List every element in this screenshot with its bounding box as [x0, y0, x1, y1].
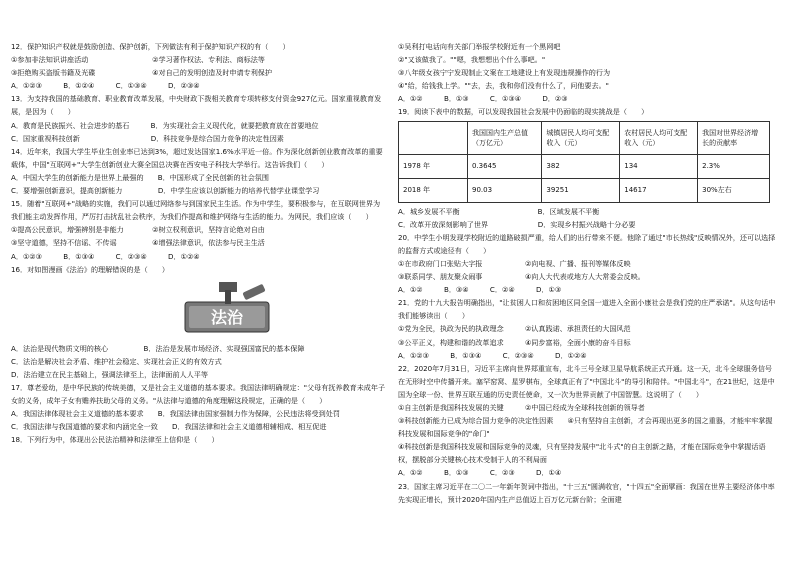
table-row: [399, 154, 770, 178]
text-line: D．法治建立在民主基础上，强调法律至上，法律面前人人平等: [11, 369, 208, 379]
table-cell: 1978 年: [399, 154, 468, 178]
text-line: ③八年级女孩宁宁发现制止文案在工地建设上有发现违规操作的行为: [398, 68, 611, 78]
table-cell: 2018 年: [399, 178, 468, 202]
text-line: C．法治是解决社会矛盾、维护社会稳定、实现社会正义的有效方式: [11, 356, 222, 366]
text-line: 15．随着"互联网+"战略的实施，我们可以通过网络参与到国家民主生活。作为中学生，要积极参与，在互联网世界为我们能主动发挥作用，严厉打击扰乱社会秩序，为我们作提高和维护网络与生活的能力。为网民，我们应该（ ）: [11, 199, 381, 222]
text-line: A．①②③ B．①③④ C．②③④ D．①②④: [398, 350, 587, 360]
seal-text: 法治: [210, 307, 244, 327]
text-line: 21．党的十九大报告明确指出，"让贫困人口和贫困地区同全国一道进入全面小康社会是我们党的庄严承诺"。从这句话中我们能够读出（ ）: [398, 298, 776, 321]
text-line: ①吴利打电话向有关部门举报学校附近有一个黑网吧: [398, 42, 561, 51]
data-table: [398, 121, 770, 203]
text-line: A．城乡发展不平衡 B．区域发展不平衡: [398, 206, 600, 216]
text-line: 18．下列行为中，体现出公民法治精神和法律至上信仰是（ ）: [11, 435, 219, 445]
text-line: A．法治是现代物质文明的核心 B．法治是发展市场经济、实现强国富民的基本保障: [11, 343, 305, 353]
text-line: ①自主创新是我国科技发展的关键 ②中国已经成为全球科技创新的领导者: [398, 402, 645, 412]
text-line: ③联系同学、朋友聚众闹事 ④向人大代表或地方人大常委会反映。: [398, 272, 645, 282]
table-cell: 30%左右: [698, 178, 770, 202]
table-cell: 90.03: [468, 178, 542, 202]
cartoon-figure: [11, 278, 386, 340]
text-line: ②"又该做我了。""嗯，我想想出个什么事吧。": [398, 55, 546, 65]
left-question-block: [11, 40, 386, 276]
text-line: A．中国大学生的创新能力是世界上最强的 B．中国形成了全民创新的社会氛围: [11, 172, 269, 182]
text-line: A．①② B．①③ C．①③④ D．②③: [398, 94, 568, 104]
text-line: C．改革开放深刻影响了世界 D．实现乡村振兴战略十分必要: [398, 219, 636, 229]
table-cell: 14617: [620, 178, 698, 202]
text-line: ③拒绝购买盗版书籍及光碟 ④对自己的发明创造及时申请专利保护: [11, 68, 272, 78]
table-header-cell: 城镇居民人均可支配收入（元）: [542, 121, 620, 154]
text-line: ①党为全民，执政为民的执政理念 ②认真践诺、承担责任的大国风范: [398, 324, 631, 334]
text-line: A．①② B．③④ C．②④ D．①③: [398, 285, 562, 295]
text-line: ①提高公民意识，增强辨别是非能力 ②树立权利意识，坚持言论绝对自由: [11, 225, 265, 235]
text-line: A．①②③ B．①③④ C．②③④ D．①②④: [11, 251, 200, 261]
right-column: [398, 40, 776, 506]
left-column: [11, 40, 386, 446]
text-line: A．①② B．①③ C．②③ D．①④: [398, 468, 562, 478]
text-line: 23．国家主席习近平在二〇二一年新年贺词中指出，"十三五"圆满收官，"十四五"全面擘画：我国在世界主要经济体中率先实现正增长，预计2020年国内生产总值迈上百万亿元新台阶；全面建: [398, 481, 775, 504]
text-line: 17．尊老爱幼，是中华民族的传统美德，又是社会主义道德的基本要求。我国法律明确规定："父母有抚养教育未成年子女的义务，成年子女有赡养扶助父母的义务。"从法律与道德的角度理解这段规定，正确的是（ ）: [11, 382, 386, 406]
table-header-cell: 农村居民人均可支配收入（元）: [620, 121, 698, 154]
text-line: 22．2020年7月31日，习近平主席向世界郑重宣布，北斗三号全球卫星导航系统正式开通。这一天，北斗全球服务信号在无形时空中传播开来。塞罕窑窝、星罗棋布，全球真正有了"中国北斗"的导引和陪伴。"中国北斗"，在21世纪，这是中国为全球一份、世界互联互通的历史责任使命，又一次为世界贡献了中国智慧。这说明了（ ）: [398, 363, 775, 399]
text-line: 19．阅读下表中的数据，可以发现我国社会发展中仍面临的现实挑战是（ ）: [398, 107, 649, 117]
text-line: C．我国法律与我国道德的要求和内涵完全一致 D．我国法律和社会主义道德相辅相成、相互促进: [11, 422, 327, 432]
table-header-cell: [399, 121, 468, 154]
text-line: ④"给，给钱我上学。""去，去，我和你们没有什么了，问他要去。": [398, 81, 609, 91]
text-line: A．我国法律体现社会主义道德的基本要求 B．我国法律由国家强制力作为保障，公民违法将受到处罚: [11, 409, 340, 419]
table-header-cell: 我国对世界经济增长的贡献率: [698, 121, 770, 154]
text-line: C．国家重视科技创新 D．科技竞争是综合国力竞争的决定性因素: [11, 133, 284, 143]
table-cell: 134: [620, 154, 698, 178]
text-line: 14．近年来，我国大学生毕业生创业率已达到3%，超过发达国家1.6%水平近一倍。作为深化创新创业教育改革的重要载体，中国"互联网+"大学生创新创业大赛全国总决赛在西安电子科技大学举行。这告诉我们（ ）: [11, 146, 383, 169]
gavel-seal-icon: [179, 280, 275, 338]
text-line: A．①②③ B．①②④ C．①③④ D．②③④: [11, 81, 200, 91]
text-line: C．要增强创新意识，提高创新能力 D．中学生应该以创新能力的培养代替学业课堂学习: [11, 186, 320, 196]
table-cell: 382: [542, 154, 620, 178]
right-question-block-after: [398, 205, 776, 506]
text-line: ③公平正义，构建和谐的改革追求 ④同步富裕，全面小康的奋斗目标: [398, 337, 631, 347]
text-line: A．教育是民族振兴、社会进步的基石 B．为实现社会主义现代化，就要把教育放在首要地位: [11, 120, 319, 130]
table-header-row: [399, 121, 770, 154]
left-question-block-after: [11, 342, 386, 447]
text-line: 16．对如图漫画《法治》的理解错误的是（ ）: [11, 264, 169, 274]
text-line: ③科技创新能力已成为综合国力竞争的决定性因素 ④只有坚持自主创新，才会再现出更多的国之重器，才能牢牢掌握科技发展和国际竞争的"命门": [398, 416, 773, 439]
text-line: ①在市政府门口张贴大字报 ②向电视、广播、报刊等媒体反映: [398, 258, 631, 268]
text-line: ③坚守道德，坚持不信谣、不传谣 ④增强法律意识，依法参与民主生活: [11, 238, 265, 248]
table-row: [399, 178, 770, 202]
right-question-block: [398, 40, 776, 119]
table-header-cell: 我国国内生产总值（万亿元）: [468, 121, 542, 154]
table-cell: 2.3%: [698, 154, 770, 178]
text-line: 12．保护知识产权就是鼓励创造、保护创新，下列做法有利于保护知识产权的有（ ）: [11, 42, 290, 51]
text-line: 13．为支持我国的基础教育、职业教育改革发展，中央财政下拨相关教育专项转移支付资金927亿元。国家重视教育发展，是因为（ ）: [11, 94, 382, 117]
text-line: ①参加非法知识讲座活动 ②学习著作权法、专利法、商标法等: [11, 55, 265, 65]
table-cell: 39251: [542, 178, 620, 202]
table-cell: 0.3645: [468, 154, 542, 178]
text-line: 20．中学生小明发现学校附近的道路破损严重，给人们的出行带来不便。他除了通过"市长热线"反映情况外，还可以选择的监督方式或途径有（ ）: [398, 232, 776, 255]
text-line: ④科技创新是我国科技发展和国际竞争的灵魂，只有坚持发展中"北斗式"的自主创新之路，才能在国际竞争中掌握话语权，摆脱部分关键核心技术受制于人的不利局面: [398, 442, 766, 465]
